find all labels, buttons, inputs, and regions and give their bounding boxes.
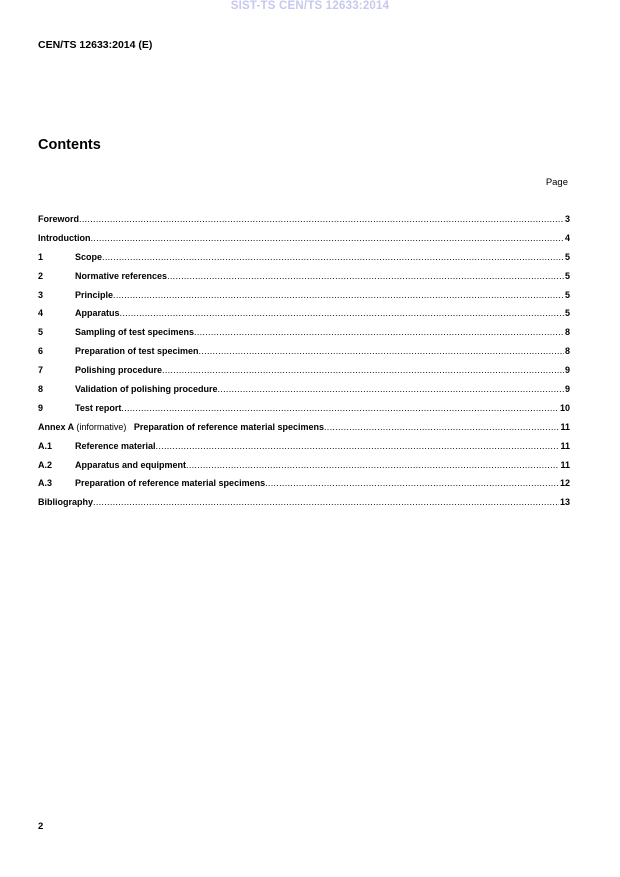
toc-entry-title: Foreword <box>38 214 80 224</box>
toc-entry-number: Annex A <box>38 421 74 432</box>
toc-entry-title: Preparation of reference material specimens <box>75 478 266 489</box>
toc-entry[interactable] <box>38 365 570 384</box>
toc-entry-page: 11 <box>560 459 570 470</box>
toc-entry-number: A.2 <box>38 459 53 470</box>
toc-leader-dots <box>121 403 559 413</box>
toc-leader-dots <box>91 233 564 243</box>
toc-entry-page: 11 <box>560 421 570 432</box>
toc-entry-page: 3 <box>564 214 570 224</box>
toc-entry-page: 9 <box>564 384 570 395</box>
toc-entry-title: Polishing procedure <box>75 365 163 376</box>
toc-leader-dots <box>186 460 559 470</box>
page-column-label: Page <box>545 177 568 188</box>
toc-entry[interactable] <box>38 384 570 403</box>
toc-entry[interactable] <box>38 327 570 346</box>
toc-leader-dots <box>162 365 564 375</box>
toc-leader-dots <box>265 478 559 488</box>
toc-entry-title: Apparatus <box>75 308 120 319</box>
toc-entry-title: Reference material <box>75 440 156 451</box>
toc-leader-dots <box>120 308 564 318</box>
toc-entry-title: Preparation of reference material specimens <box>133 421 324 432</box>
toc-entry-number: 4 <box>38 308 44 319</box>
document-id: CEN/TS 12633:2014 (E) <box>38 39 153 51</box>
toc-entry-title: Apparatus and equipment <box>75 459 187 470</box>
toc-entry-number: A.3 <box>38 478 53 489</box>
toc-entry-number: 5 <box>38 327 44 338</box>
toc-entry[interactable] <box>38 403 570 422</box>
toc-entry-number: 9 <box>38 402 44 413</box>
toc-entry-page: 10 <box>559 402 570 413</box>
toc-entry-page: 9 <box>564 365 570 376</box>
toc-leader-dots <box>194 327 564 337</box>
toc-entry-title: Scope <box>75 251 103 262</box>
toc-entry-title: Principle <box>75 289 114 300</box>
toc-entry-page: 5 <box>564 289 570 300</box>
toc-entry-number: 6 <box>38 346 44 357</box>
toc-leader-dots <box>113 290 564 300</box>
toc-entry[interactable] <box>38 422 570 441</box>
toc-leader-dots <box>102 252 564 262</box>
toc-entry[interactable] <box>38 497 570 516</box>
toc-entry-page: 5 <box>564 270 570 281</box>
toc-entry[interactable] <box>38 441 570 460</box>
toc-entry[interactable] <box>38 460 570 479</box>
toc-entry-title: Introduction <box>38 232 91 243</box>
toc-entry-page: 4 <box>564 232 570 243</box>
toc-entry[interactable] <box>38 478 570 497</box>
toc-entry-page: 11 <box>560 440 570 451</box>
toc-entry[interactable] <box>38 290 570 309</box>
toc-entry-title: Normative references <box>75 270 168 281</box>
toc-annex-note: (informative) <box>76 421 127 432</box>
toc-annex-label <box>38 422 134 432</box>
toc-entry[interactable] <box>38 233 570 252</box>
toc-entry[interactable] <box>38 214 570 233</box>
table-of-contents <box>38 214 570 516</box>
toc-entry-number: 3 <box>38 289 44 300</box>
toc-leader-dots <box>79 214 564 224</box>
toc-entry[interactable] <box>38 252 570 271</box>
toc-entry-number: 8 <box>38 384 44 395</box>
toc-entry-page: 13 <box>559 497 570 508</box>
toc-leader-dots <box>324 422 560 432</box>
page-number: 2 <box>38 821 44 832</box>
toc-leader-dots <box>156 441 560 451</box>
toc-entry[interactable] <box>38 308 570 327</box>
toc-entry-title: Preparation of test specimen <box>75 346 199 357</box>
toc-entry-title: Validation of polishing procedure <box>75 384 218 395</box>
toc-entry-number: 7 <box>38 365 44 376</box>
toc-entry-page: 8 <box>564 327 570 338</box>
contents-heading: Contents <box>38 137 101 153</box>
toc-entry-page: 5 <box>564 308 570 319</box>
toc-entry-title: Sampling of test specimens <box>75 327 195 338</box>
toc-entry-page: 8 <box>564 346 570 357</box>
toc-entry-page: 12 <box>559 478 570 489</box>
toc-entry-number: 2 <box>38 270 44 281</box>
toc-leader-dots <box>93 497 559 507</box>
toc-entry-title: Bibliography <box>38 497 94 508</box>
toc-entry-number: 1 <box>38 251 44 262</box>
toc-leader-dots <box>167 271 564 281</box>
toc-entry-page: 5 <box>564 251 570 262</box>
toc-entry[interactable] <box>38 346 570 365</box>
toc-leader-dots <box>199 346 564 356</box>
watermark: SIST-TS CEN/TS 12633:2014 <box>230 0 390 12</box>
toc-entry-number: A.1 <box>38 440 53 451</box>
toc-entry-title: Test report <box>75 402 122 413</box>
toc-leader-dots <box>218 384 564 394</box>
toc-entry[interactable] <box>38 271 570 290</box>
